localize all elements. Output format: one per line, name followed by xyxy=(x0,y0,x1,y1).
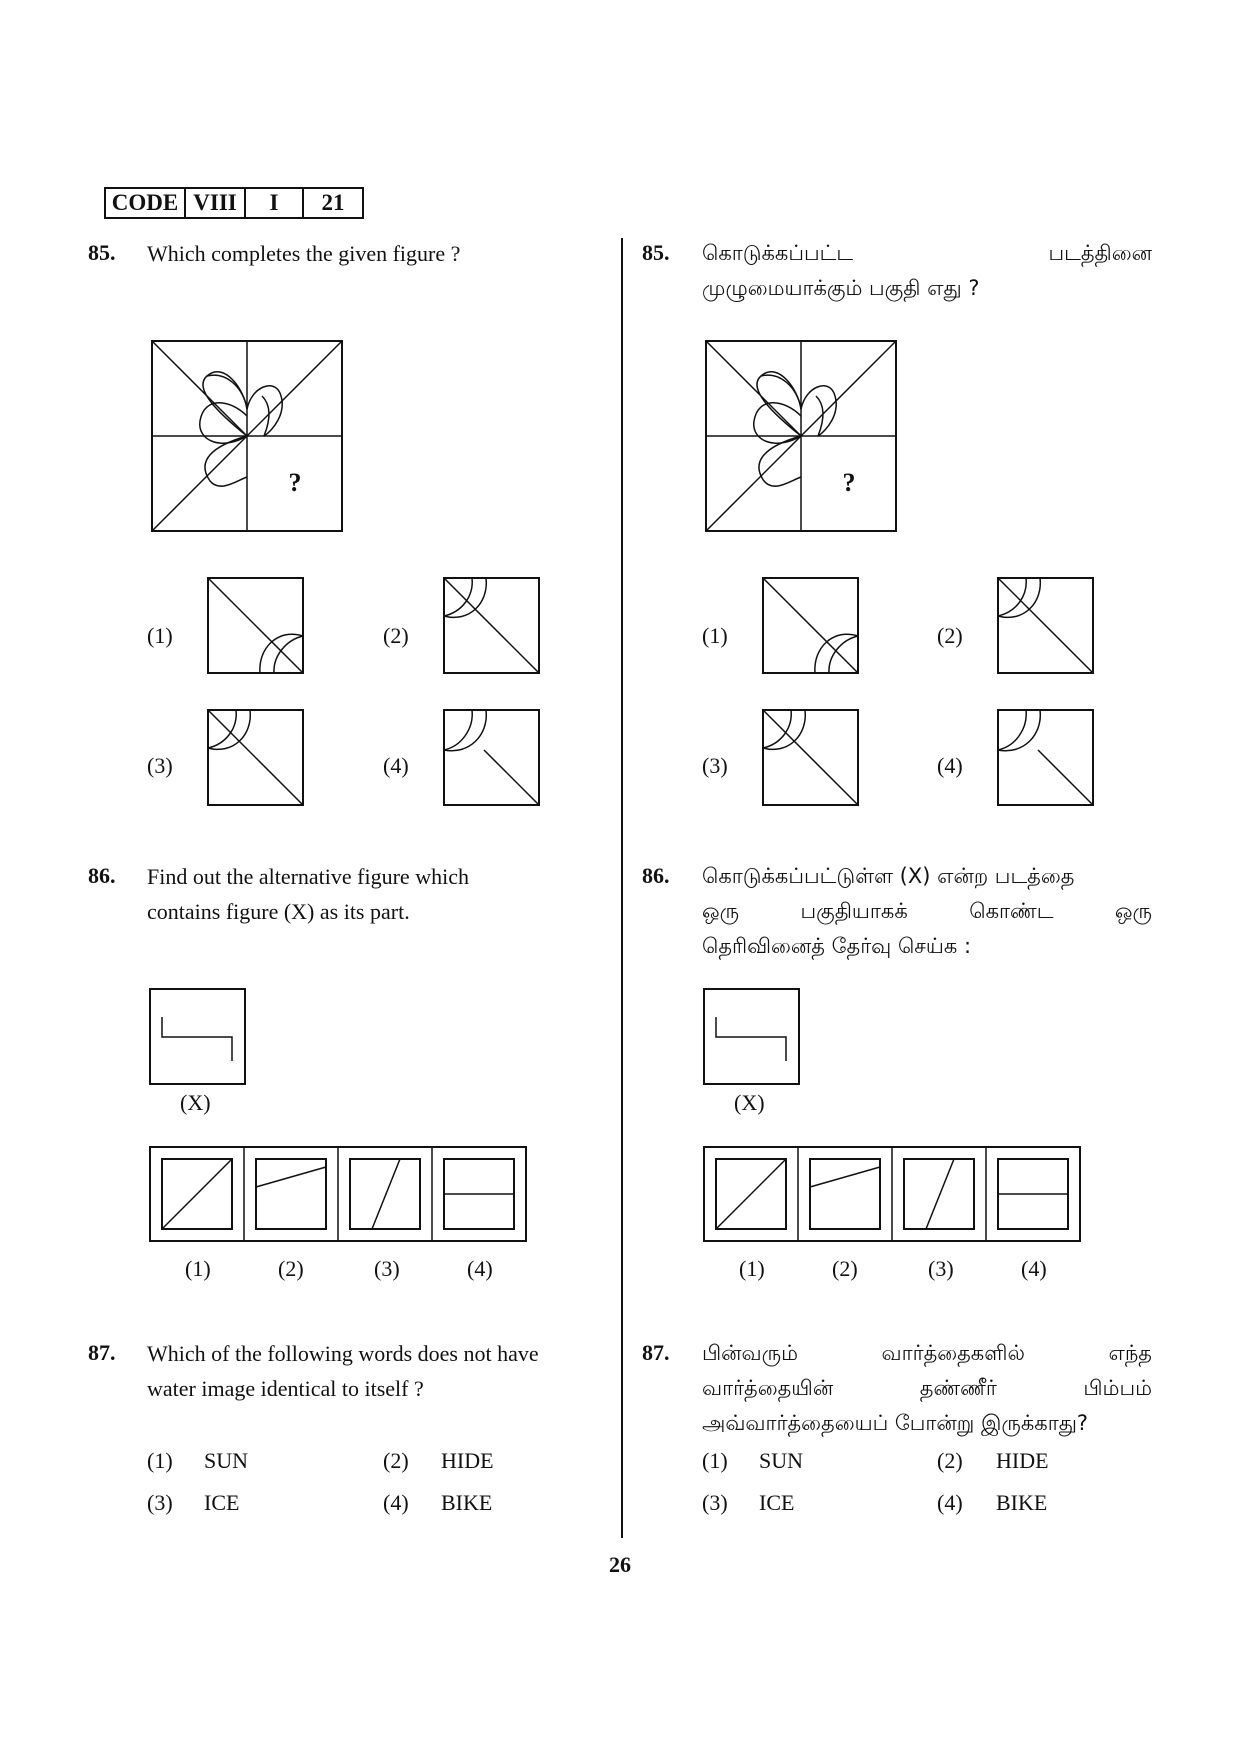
q85-option-4-figure[interactable] xyxy=(444,710,539,805)
q86-ta-option-3-figure[interactable] xyxy=(904,1159,974,1229)
q86-ta-option-4-figure[interactable] xyxy=(998,1159,1068,1229)
q85-ta-option-2-figure[interactable] xyxy=(998,578,1093,673)
q86-figure-x-label: (X) xyxy=(180,1090,211,1115)
q85-ta-word1: கொடுக்கப்பட்ட xyxy=(702,241,854,265)
q87-opt2-word[interactable]: HIDE xyxy=(441,1448,494,1473)
q86-ta-line2-word3: கொண்ட xyxy=(969,899,1054,923)
q86-opt4-label: (4) xyxy=(467,1256,493,1281)
q86-option-1-figure[interactable] xyxy=(162,1159,232,1229)
q85-main-figure xyxy=(152,341,342,531)
q87-ta-line2 xyxy=(702,1371,1152,1406)
q85-ta-option-3-figure[interactable] xyxy=(763,710,858,805)
q87-number-ta: 87. xyxy=(642,1340,670,1365)
q85-question-mark: ? xyxy=(288,468,302,497)
q87-opt1-word[interactable]: SUN xyxy=(204,1448,249,1473)
q85-option-2-figure[interactable] xyxy=(444,578,539,673)
q87-en-line2: water image identical to itself ? xyxy=(147,1376,424,1401)
q86-en-line1 xyxy=(147,859,597,894)
q86-ta-opt3-label: (3) xyxy=(928,1256,954,1281)
q87-opt3-label: (3) xyxy=(147,1490,173,1515)
q86-ta-line3: தெரிவினைத் தேர்வு செய்க : xyxy=(702,934,972,958)
q87-opt2-label: (2) xyxy=(383,1448,409,1473)
q87-ta-opt4-word[interactable]: BIKE xyxy=(996,1490,1048,1515)
q85-opt1-label: (1) xyxy=(147,623,173,648)
q86-question-en xyxy=(147,859,597,929)
q87-ta-line2-word1: வார்த்தையின் xyxy=(702,1376,834,1400)
q86-ta-line2-word1: ஒரு xyxy=(702,899,740,923)
q87-opt4-label: (4) xyxy=(383,1490,409,1515)
q86-ta-line2-word2: பகுதியாகக் xyxy=(800,899,908,923)
q87-ta-line1 xyxy=(702,1336,1152,1371)
q86-ta-opt2-label: (2) xyxy=(832,1256,858,1281)
q85-ta-option-1-figure[interactable] xyxy=(763,578,858,673)
code-box xyxy=(104,187,364,219)
q86-en-line2: contains figure (X) as its part. xyxy=(147,899,410,924)
q87-ta-line3: அவ்வார்த்தையைப் போன்று இருக்காது? xyxy=(702,1411,1089,1435)
q86-options-strip xyxy=(150,1147,526,1241)
q87-ta-opt2-word[interactable]: HIDE xyxy=(996,1448,1049,1473)
q86-question-ta xyxy=(702,859,1152,964)
q87-ta-opt1-label: (1) xyxy=(702,1448,728,1473)
q86-options-strip-ta xyxy=(704,1147,1080,1241)
q85-ta-opt2-label: (2) xyxy=(937,623,963,648)
code-class: VIII xyxy=(186,189,246,217)
q87-number: 87. xyxy=(88,1340,116,1365)
q86-ta-opt4-label: (4) xyxy=(1021,1256,1047,1281)
q85-question-en: Which completes the given figure ? xyxy=(147,241,461,266)
q86-opt2-label: (2) xyxy=(278,1256,304,1281)
q85-option-3-figure[interactable] xyxy=(208,710,303,805)
q87-ta-opt2-label: (2) xyxy=(937,1448,963,1473)
q87-ta-line2-word2: தண்ணீர் xyxy=(919,1376,997,1400)
q86-ta-opt1-label: (1) xyxy=(739,1256,765,1281)
q87-opt3-word[interactable]: ICE xyxy=(204,1490,240,1515)
q87-opt4-word[interactable]: BIKE xyxy=(441,1490,493,1515)
page-number: 26 xyxy=(609,1552,631,1577)
q85-number: 85. xyxy=(88,240,116,265)
q87-ta-opt1-word[interactable]: SUN xyxy=(759,1448,804,1473)
q85-question-mark-ta: ? xyxy=(842,468,856,497)
q86-ta-line1: கொடுக்கப்பட்டுள்ள (X) என்ற படத்தை xyxy=(702,864,1075,888)
q86-figure-x-ta xyxy=(704,989,799,1084)
q85-main-figure-ta xyxy=(706,341,896,531)
q85-question-ta xyxy=(702,236,1152,306)
q87-ta-line1-word2: வார்த்தைகளில் xyxy=(881,1341,1025,1365)
q85-ta-opt4-label: (4) xyxy=(937,753,963,778)
q85-opt3-label: (3) xyxy=(147,753,173,778)
q85-number-ta: 85. xyxy=(642,240,670,265)
q85-ta-option-4-figure[interactable] xyxy=(998,710,1093,805)
q87-ta-line2-word3: பிம்பம் xyxy=(1083,1376,1152,1400)
q85-ta-word2: படத்தினை xyxy=(1048,241,1152,265)
q86-option-2-figure[interactable] xyxy=(256,1159,326,1229)
q86-opt3-label: (3) xyxy=(374,1256,400,1281)
q86-figure-x xyxy=(150,989,245,1084)
q85-opt4-label: (4) xyxy=(383,753,409,778)
q86-ta-option-1-figure[interactable] xyxy=(716,1159,786,1229)
q86-opt1-label: (1) xyxy=(185,1256,211,1281)
q87-ta-opt3-word[interactable]: ICE xyxy=(759,1490,795,1515)
q86-option-4-figure[interactable] xyxy=(444,1159,514,1229)
column-divider xyxy=(621,238,623,1538)
q87-en-line1: Which of the following words does not have xyxy=(147,1341,539,1366)
q87-question-en xyxy=(147,1336,539,1406)
q85-option-1-figure[interactable] xyxy=(208,578,303,673)
q87-ta-line1-word1: பின்வரும் xyxy=(702,1341,798,1365)
q85-ta-opt3-label: (3) xyxy=(702,753,728,778)
code-paper: I xyxy=(246,189,304,217)
q86-number-ta: 86. xyxy=(642,863,670,888)
q86-ta-line2-word4: ஒரு xyxy=(1114,899,1152,923)
q86-number: 86. xyxy=(88,863,116,888)
q86-en-line1-text: Find out the alternative figure which xyxy=(147,864,469,889)
q85-ta-line2: முழுமையாக்கும் பகுதி எது ? xyxy=(702,276,980,300)
q86-option-3-figure[interactable] xyxy=(350,1159,420,1229)
q87-ta-line1-word3: எந்த xyxy=(1108,1341,1152,1365)
code-label: CODE xyxy=(106,189,186,217)
q87-opt1-label: (1) xyxy=(147,1448,173,1473)
q86-ta-option-2-figure[interactable] xyxy=(810,1159,880,1229)
code-number: 21 xyxy=(321,190,345,215)
q87-ta-opt3-label: (3) xyxy=(702,1490,728,1515)
q85-ta-line1 xyxy=(702,236,1152,271)
q86-ta-line2 xyxy=(702,894,1152,929)
q87-question-ta xyxy=(702,1336,1152,1441)
q85-ta-opt1-label: (1) xyxy=(702,623,728,648)
q85-opt2-label: (2) xyxy=(383,623,409,648)
q87-ta-opt4-label: (4) xyxy=(937,1490,963,1515)
q86-figure-x-label-ta: (X) xyxy=(734,1090,765,1115)
